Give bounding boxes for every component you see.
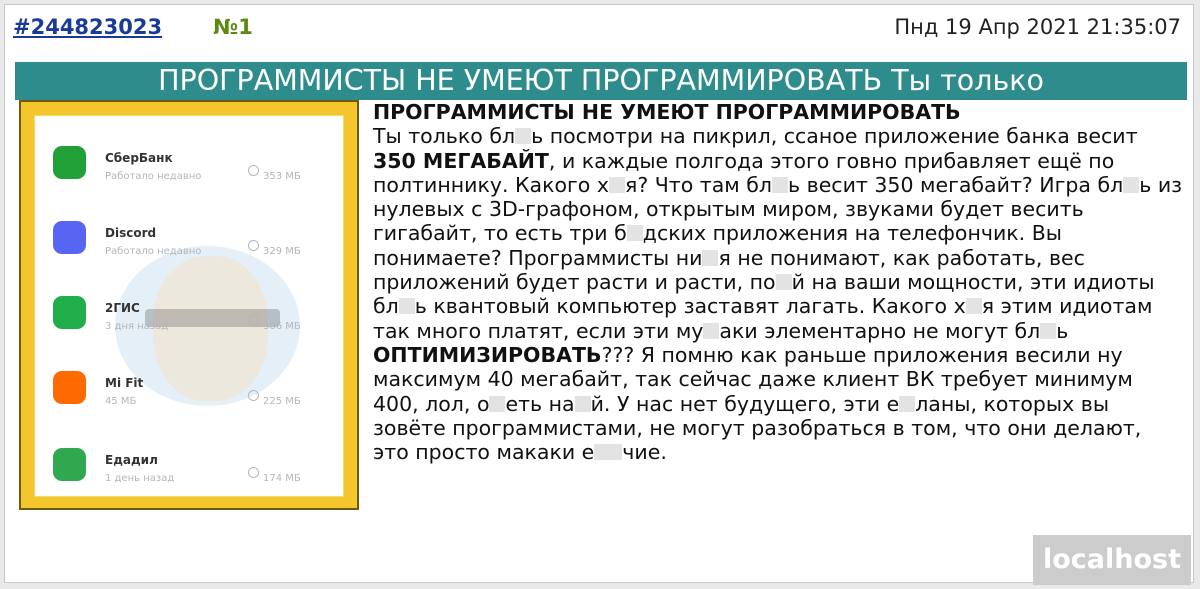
post-heading: ПРОГРАММИСТЫ НЕ УМЕЮТ ПРОГРАММИРОВАТЬ (373, 100, 961, 124)
post-title-bar: ПРОГРАММИСТЫ НЕ УМЕЮТ ПРОГРАММИРОВАТЬ Ты только (15, 62, 1187, 100)
post-text-bold: 350 МЕГАБАЙТ (373, 148, 549, 173)
post-text: Ты только бл (373, 124, 516, 149)
clock-icon (248, 390, 259, 401)
app-status: 45 МБ (105, 396, 137, 407)
app-row (35, 211, 344, 271)
censor-box (899, 396, 915, 412)
post-text: чие. (622, 440, 667, 465)
app-size: 225 МБ (263, 396, 301, 407)
post-header (13, 15, 1181, 45)
censor-box (1123, 177, 1139, 193)
post-text: ь квантовый компьютер заставят лагать. Какого х (414, 294, 966, 319)
clock-icon (248, 315, 259, 326)
app-size: 329 МБ (263, 246, 301, 257)
app-icon (53, 448, 86, 481)
post-number: №1 (213, 15, 253, 39)
post-text: ь из нулевых с 3D-графоном, открытым миром, звуками будет весить гигабайт, то есть три б (373, 172, 1183, 246)
app-name: СберБанк (105, 151, 173, 165)
app-row (35, 136, 344, 196)
post-text: аки элементарно не могут бл (719, 318, 1041, 343)
post (4, 4, 1194, 583)
app-name: 2ГИС (105, 301, 140, 315)
app-icon (53, 296, 86, 329)
censor-box (594, 444, 622, 460)
app-status: Работало недавно (105, 246, 202, 257)
censor-box (515, 128, 531, 144)
censor-box (966, 298, 982, 314)
post-text: я не понимают, как работать, вес приложений будет расти и расти, по (373, 245, 1085, 295)
censor-box (399, 298, 415, 314)
censor-box (1040, 323, 1056, 339)
censor-box (703, 323, 719, 339)
censor-box (489, 396, 505, 412)
app-row (35, 438, 344, 497)
post-text: дских приложения на телефончик. Вы понимаете? Программисты ни (373, 221, 1062, 270)
post-text-bold: ОПТИМИЗИРОВАТЬ (373, 342, 602, 367)
post-date: Пнд 19 Апр 2021 21:35:07 (894, 15, 1181, 39)
clock-icon (248, 240, 259, 251)
app-name: Discord (105, 226, 157, 240)
censor-box (575, 396, 591, 412)
censor-box (776, 274, 792, 290)
post-text: я? Что там бл (625, 172, 773, 197)
censor-box (702, 250, 718, 266)
attached-image[interactable] (19, 100, 359, 510)
post-body (15, 100, 1183, 512)
app-status: Работало недавно (105, 171, 202, 182)
post-text: ??? Я помню как раньше приложения весили ну максимум 40 мегабайт, так сейчас даже клиент ВК требует минимум 400, лол, о (373, 342, 1133, 416)
censor-box (609, 177, 625, 193)
app-icon (53, 221, 86, 254)
post-text: й. У нас нет будущего, эти е (590, 391, 900, 416)
app-size: 353 МБ (263, 171, 301, 182)
app-row (35, 286, 344, 346)
post-text: я этим идиотам так много платят, если эти му (373, 294, 1153, 343)
app-status: 3 дня назад (105, 321, 169, 332)
app-list-screenshot (34, 115, 344, 497)
app-size: 306 МБ (263, 321, 301, 332)
post-text: , и каждые полгода этого говно прибавляет ещё по полтиннику. Какого х (373, 148, 1115, 197)
clock-icon (248, 467, 259, 478)
post-text: ь посмотри на пикрил, ссаное приложение банка весит (531, 124, 1138, 149)
app-name: Mi Fit (105, 376, 144, 390)
app-row (35, 361, 344, 421)
app-size: 174 МБ (263, 473, 301, 484)
post-id-link[interactable]: #244823023 (13, 15, 163, 39)
censor-box (772, 177, 788, 193)
post-text: ланы, которых вы зовёте программистами, не могут разобраться в том, что они делают, это просто макаки е (373, 391, 1142, 465)
localhost-badge: localhost (1033, 535, 1191, 585)
app-status: 1 день назад (105, 473, 175, 484)
clock-icon (248, 165, 259, 176)
app-icon (53, 146, 86, 179)
app-icon (53, 371, 86, 404)
post-text: ь весит 350 мегабайт? Игра бл (788, 172, 1124, 197)
post-text: й на ваши мощности, эти идиоты бл (373, 270, 1155, 319)
censor-box (627, 225, 643, 241)
post-text: ь (1056, 318, 1069, 343)
app-name: Едадил (105, 453, 158, 467)
post-text: еть на (505, 391, 575, 416)
